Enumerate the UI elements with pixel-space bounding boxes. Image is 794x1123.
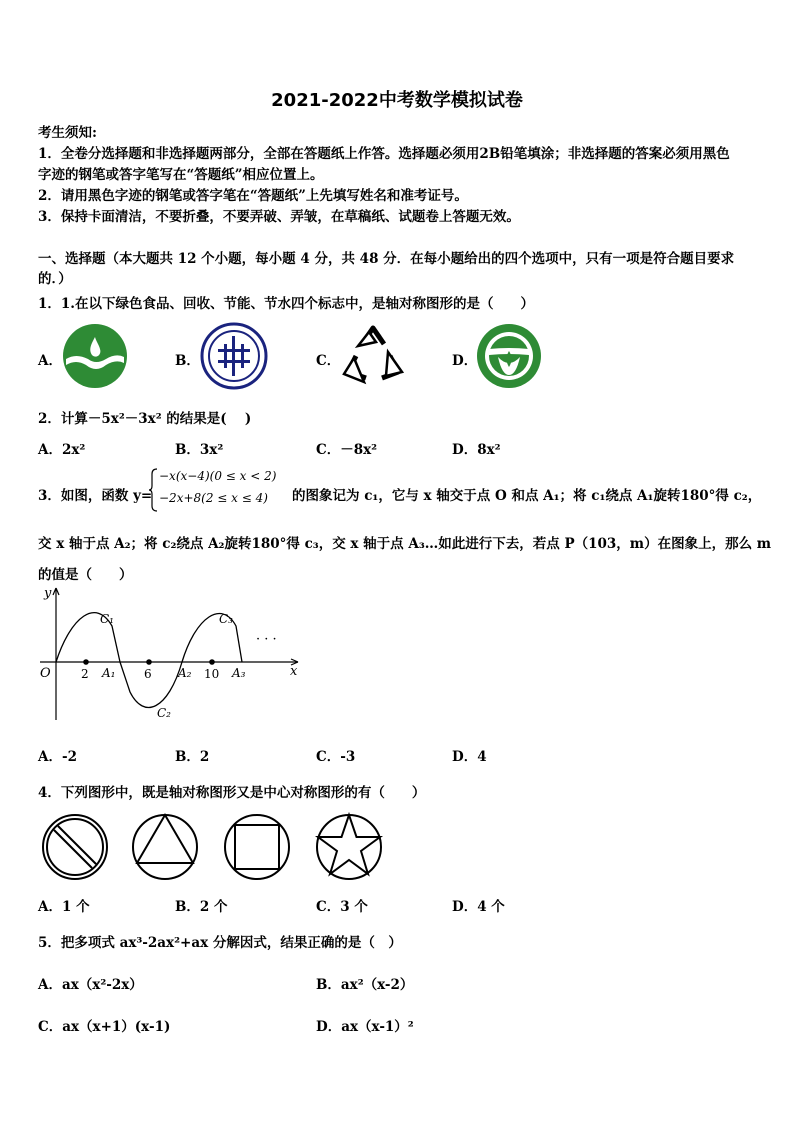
graph-a2-label: A₂ bbox=[178, 666, 192, 680]
q3-stem-suffix: 的图象记为 c₁，它与 x 轴交于点 O 和点 A₁；将 c₁绕点 A₁旋转180°得 c₂， bbox=[292, 488, 762, 504]
q4-option-d: D．4 个 bbox=[452, 899, 505, 915]
graph-a1-label: A₁ bbox=[102, 666, 116, 680]
section-heading-line-2: 的．） bbox=[38, 271, 72, 287]
graph-tick-6: 6 bbox=[144, 667, 152, 681]
notice-line-2: 字迹的钢笔或答字笔写在“答题纸”相应位置上。 bbox=[38, 167, 324, 183]
graph-x-label: x bbox=[290, 664, 298, 679]
piecewise-brace bbox=[148, 468, 158, 512]
graph-y-label: y bbox=[44, 586, 52, 601]
green-food-logo-icon bbox=[62, 323, 128, 389]
notice-line-1: 1．全卷分选择题和非选择题两部分，全部在答题纸上作答。选择题必须用2B铅笔填涂；非选择题的答案必须用黑色 bbox=[38, 146, 730, 162]
graph-ellipsis: · · · bbox=[256, 632, 277, 647]
notice-line-3: 2．请用黑色字迹的钢笔或答字笔在“答题纸”上先填写姓名和准考证号。 bbox=[38, 188, 468, 204]
q4-option-c: C．3 个 bbox=[316, 899, 368, 915]
graph-c1-label: C₁ bbox=[100, 612, 114, 626]
tick-point-10 bbox=[209, 659, 215, 665]
q2-option-c: C．－8x² bbox=[316, 442, 378, 458]
q3-option-b: B．2 bbox=[175, 749, 210, 765]
q5-stem: 5．把多项式 ax³-2ax²+ax 分解因式，结果正确的是（ ） bbox=[38, 935, 402, 951]
q3-option-c: C．-3 bbox=[316, 749, 356, 765]
q3-case-2: −2x+8(2 ≤ x ≤ 4) bbox=[159, 491, 268, 505]
q4-option-a: A．1 个 bbox=[38, 899, 90, 915]
section-heading-line-1: 一、选择题（本大题共 12 个小题，每小题 4 分，共 48 分．在每小题给出的四个选项中，只有一项是符合题目要求 bbox=[38, 251, 735, 267]
q3-graph bbox=[36, 586, 306, 722]
q2-option-b: B．3x² bbox=[175, 442, 224, 458]
q3-option-d: D．4 bbox=[452, 749, 487, 765]
q3-line-3: 的值是（ ） bbox=[38, 567, 133, 583]
water-saving-logo-icon bbox=[476, 323, 542, 389]
curve-c3 bbox=[182, 614, 242, 662]
graph-c3-label: C₃ bbox=[219, 612, 233, 626]
q3-line-2: 交 x 轴于点 A₂；将 c₂绕点 A₂旋转180°得 c₃，交 x 轴于点 A₃…如此进行下去，若点 P（103，m）在图象上，那么 m bbox=[38, 536, 772, 552]
circle-with-slash-figure bbox=[40, 812, 110, 882]
q1-option-d: D． bbox=[452, 353, 478, 369]
circle-with-triangle-figure bbox=[130, 812, 200, 882]
q4-stem: 4．下列图形中，既是轴对称图形又是中心对称图形的有（ ） bbox=[38, 785, 426, 801]
q2-option-a: A．2x² bbox=[38, 442, 86, 458]
q1-stem: 1．1.在以下绿色食品、回收、节能、节水四个标志中，是轴对称图形的是（ ） bbox=[38, 296, 534, 312]
q5-option-c: C．ax（x+1）(x-1) bbox=[38, 1019, 171, 1035]
q3-case-1: −x(x−4)(0 ≤ x < 2) bbox=[159, 469, 277, 483]
energy-saving-logo-icon bbox=[200, 322, 268, 390]
graph-tick-10: 10 bbox=[204, 667, 220, 681]
graph-tick-2: 2 bbox=[81, 667, 89, 681]
q5-option-d: D．ax（x-1）² bbox=[316, 1019, 414, 1035]
graph-origin-label: O bbox=[40, 666, 51, 681]
circle-with-square-figure bbox=[222, 812, 292, 882]
graph-a3-label: A₃ bbox=[232, 666, 246, 680]
q3-option-a: A．-2 bbox=[38, 749, 77, 765]
notice-heading: 考生须知: bbox=[38, 125, 97, 141]
circle-with-star-figure bbox=[314, 812, 384, 882]
q2-stem: 2．计算－5x²－3x² 的结果是( ) bbox=[38, 411, 252, 427]
q1-option-a: A． bbox=[38, 353, 62, 369]
q3-stem-prefix: 3．如图，函数 y= bbox=[38, 488, 153, 504]
q2-option-d: D．8x² bbox=[452, 442, 501, 458]
q4-option-b: B．2 个 bbox=[175, 899, 228, 915]
tick-point-6 bbox=[146, 659, 152, 665]
page-title: 2021-2022中考数学模拟试卷 bbox=[271, 90, 523, 111]
q1-option-c: C． bbox=[316, 353, 341, 369]
graph-c2-label: C₂ bbox=[157, 706, 171, 720]
q5-option-b: B．ax²（x-2） bbox=[316, 977, 414, 993]
q1-option-b: B． bbox=[175, 353, 200, 369]
tick-point-2 bbox=[83, 659, 89, 665]
recycle-logo-icon bbox=[340, 322, 406, 388]
notice-line-4: 3．保持卡面清洁，不要折叠，不要弄破、弄皱，在草稿纸、试题卷上答题无效。 bbox=[38, 209, 520, 225]
q5-option-a: A．ax（x²-2x） bbox=[38, 977, 143, 993]
